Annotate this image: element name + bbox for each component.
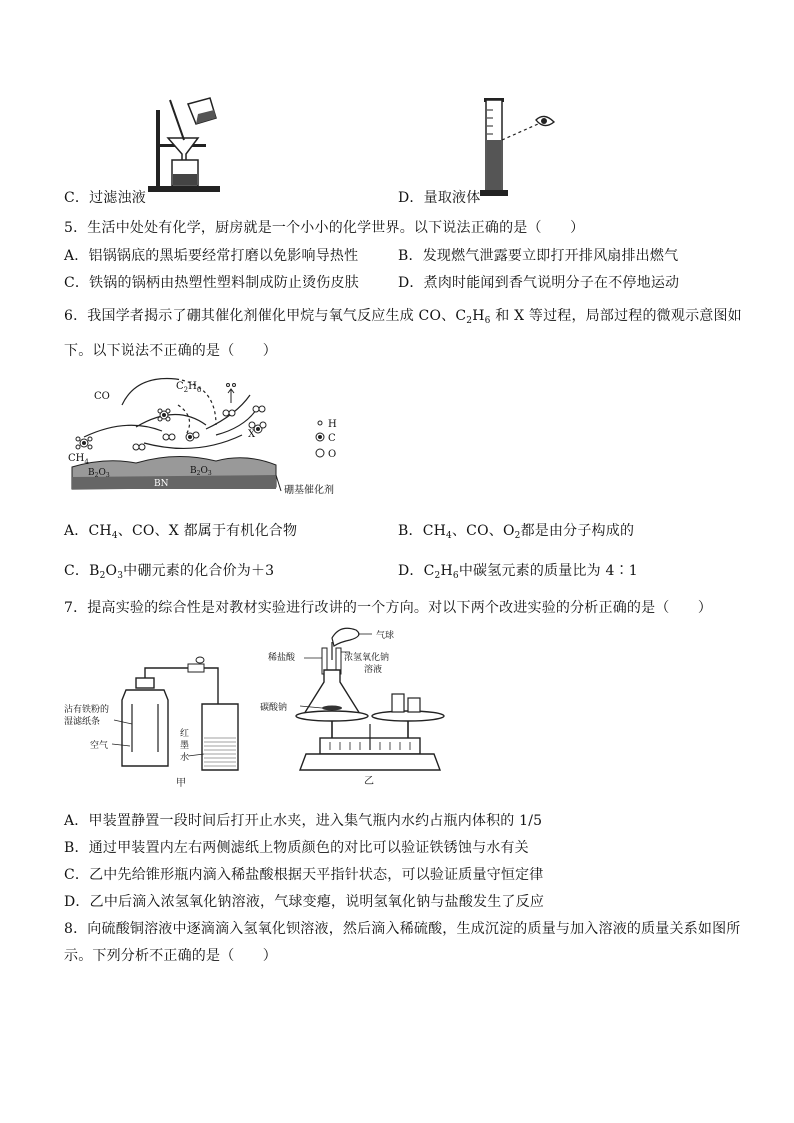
experiment-jia-figure — [64, 660, 254, 790]
label-ink-3: 水 — [180, 753, 190, 763]
filtration-apparatus-figure — [140, 92, 230, 197]
q8-stem-line2: 示。下列分析不正确的是（ ） — [64, 948, 277, 964]
fig-label-ch4: $CH_4$ — [68, 453, 89, 466]
fig-label-b2o3-left: $B_2O_3$ — [88, 468, 110, 479]
label-naoh-line2: 溶液 — [364, 665, 383, 675]
fig-label-co: CO — [94, 391, 110, 402]
label-paper-line2: 湿滤纸条 — [64, 717, 101, 727]
q6-option-b: B．$CH_4$、CO、$O_2$都是由分子构成的 — [398, 523, 635, 541]
q7-stem: 7．提高实验的综合性是对教材实验进行改讲的一个方向。对以下两个改进实验的分析正确的是（ ） — [64, 600, 713, 616]
label-balloon: 气球 — [376, 631, 395, 641]
fig-label-c2h6: $C_2H_6$ — [176, 381, 202, 394]
caption-yi: 乙 — [364, 776, 374, 787]
fig-label-bn: BN — [154, 479, 169, 489]
label-paper-line1: 沾有铁粉的 — [64, 705, 110, 715]
experiment-yi-figure — [260, 624, 460, 786]
label-naoh-line1: 浓氢氧化钠 — [344, 653, 390, 663]
q7-option-b: B．通过甲装置内左右两侧滤纸上物质颜色的对比可以验证铁锈蚀与水有关 — [64, 840, 529, 856]
q8-stem-line1: 8．向硫酸铜溶液中逐滴滴入氢氧化钡溶液，然后滴入稀硫酸，生成沉淀的质量与加入溶液的质量关系如图所 — [64, 921, 741, 937]
q5-option-c: C．铁锅的锅柄由热塑性塑料制成防止烫伤皮肤 — [64, 275, 359, 291]
q5-option-a: A．铝锅锅底的黑垢要经常打磨以免影响导热性 — [64, 248, 359, 264]
q4-option-c: C．过滤浊液 — [64, 190, 146, 206]
q6-option-c: C．$B_2O_3$中硼元素的化合价为＋3 — [64, 563, 275, 581]
label-na2co3: 碳酸钠 — [260, 703, 288, 713]
label-ink-2: 墨 — [180, 741, 190, 751]
legend-c: C — [328, 433, 336, 444]
fig-caption-catalyst: 硼基催化剂 — [284, 485, 334, 496]
label-ink-1: 红 — [180, 729, 190, 739]
q4-option-d: D．量取液体 — [398, 190, 481, 206]
q6-stem-line2: 下。以下说法不正确的是（ ） — [64, 343, 277, 359]
caption-jia: 甲 — [176, 778, 186, 789]
q6-option-a: A．$CH_4$、CO、X 都属于有机化合物 — [64, 523, 298, 541]
label-hcl: 稀盐酸 — [268, 653, 296, 663]
q6-stem-line1: 6．我国学者揭示了硼其催化剂催化甲烷与氧气反应生成 CO、$C_2H_6$ 和 X 等过程，局部过程的微观示意图如 — [64, 308, 742, 326]
q6-option-d: D．$C_2H_6$中碳氢元素的质量比为 4∶1 — [398, 563, 638, 581]
q5-stem: 5．生活中处处有化学，厨房就是一个小小的化学世界。以下说法正确的是（ ） — [64, 220, 585, 236]
legend-h: H — [328, 419, 337, 430]
legend-o: O — [328, 449, 337, 460]
q7-option-c: C．乙中先给锥形瓶内滴入稀盐酸根据天平指针状态，可以验证质量守恒定律 — [64, 867, 544, 883]
q5-option-b: B．发现燃气泄露要立即打开排风扇排出燃气 — [398, 248, 679, 264]
catalysis-micro-diagram — [66, 365, 356, 500]
fig-label-x: X — [248, 429, 256, 440]
graduated-cylinder-figure — [478, 98, 568, 198]
label-air: 空气 — [90, 741, 109, 751]
fig-label-b2o3-right: $B_2O_3$ — [190, 466, 212, 477]
q7-option-d: D．乙中后滴入浓氢氧化钠溶液，气球变瘪，说明氢氧化钠与盐酸发生了反应 — [64, 894, 545, 910]
q5-option-d: D．煮肉时能闻到香气说明分子在不停地运动 — [398, 275, 680, 291]
q7-option-a: A．甲装置静置一段时间后打开止水夹，进入集气瓶内水约占瓶内体积的 1/5 — [64, 813, 543, 829]
